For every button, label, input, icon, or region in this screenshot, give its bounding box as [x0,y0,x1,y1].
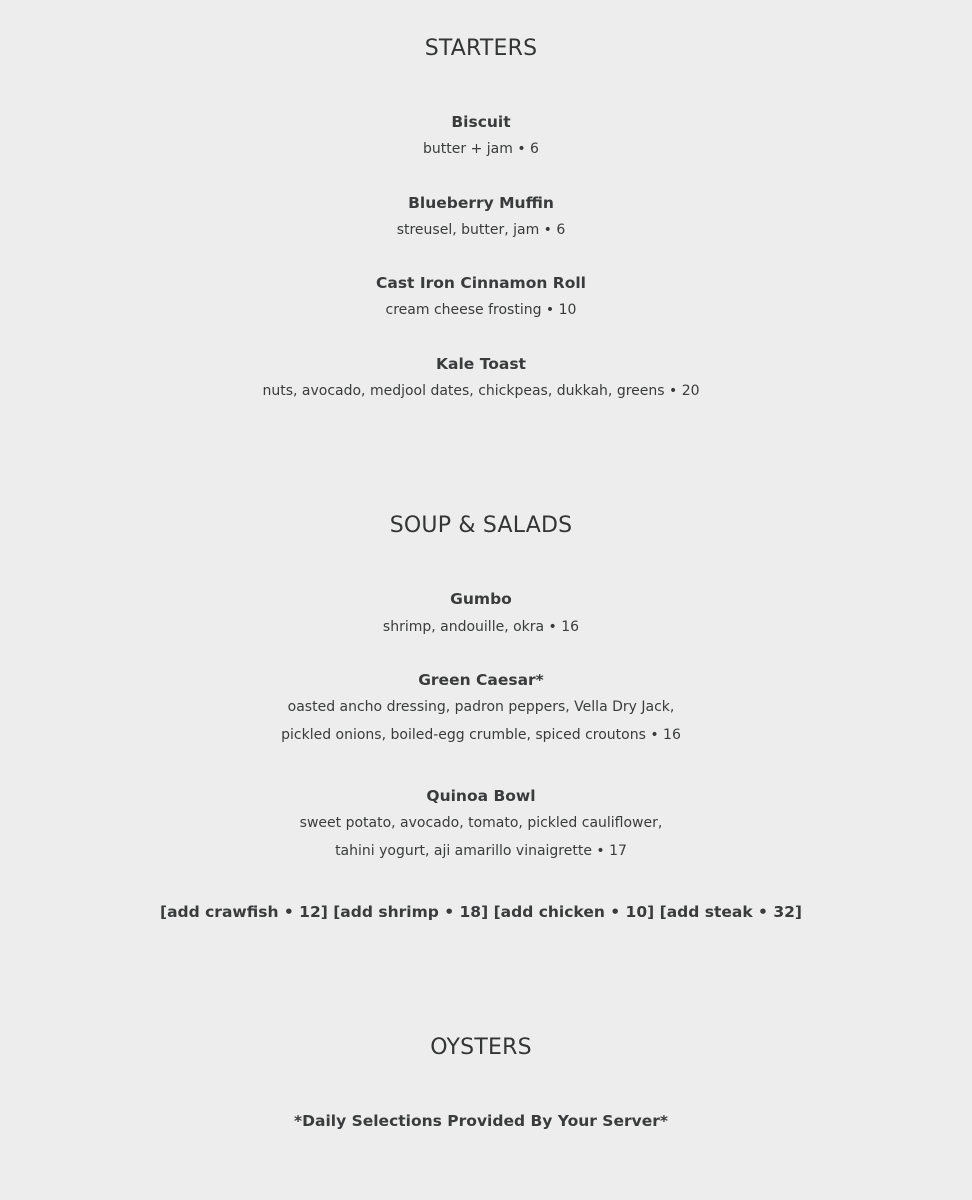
menu-item-description: shrimp, andouille, okra • 16 [382,619,580,635]
menu-item-description: cream cheese frosting • 10 [385,302,577,318]
menu-item-description: tahini yogurt, aji amarillo vinaigrette • 17 [335,843,627,859]
section-title-oysters: OYSTERS [430,1035,532,1060]
menu-item-description: nuts, avocado, medjool dates, chickpeas, dukkah, greens • 20 [262,383,700,399]
menu-item-description: pickled onions, boiled-egg crumble, spiced croutons • 16 [281,727,681,743]
menu-item-description: sweet potato, avocado, tomato, pickled cauliflower, [299,815,663,831]
menu-item-name: Quinoa Bowl [426,787,536,805]
section-title-soup-salads: SOUP & SALADS [389,513,573,538]
oysters-note: *Daily Selections Provided By Your Server* [294,1112,668,1130]
menu-item-name: Biscuit [451,113,511,131]
menu-item-name: Blueberry Muffin [408,194,554,212]
menu-item-name: Green Caesar* [418,671,544,689]
salad-add-ons: [add crawfish • 12] [add shrimp • 18] [add chicken • 10] [add steak • 32] [159,903,803,921]
menu-item-description: butter + jam • 6 [423,141,539,157]
menu-item-name: Kale Toast [436,355,526,373]
menu-item-description: streusel, butter, jam • 6 [396,222,566,238]
menu-item-description: oasted ancho dressing, padron peppers, Vella Dry Jack, [287,699,675,715]
menu-item-name: Cast Iron Cinnamon Roll [375,274,586,292]
section-title-starters: STARTERS [424,36,538,61]
menu-item-name: Gumbo [450,590,512,608]
